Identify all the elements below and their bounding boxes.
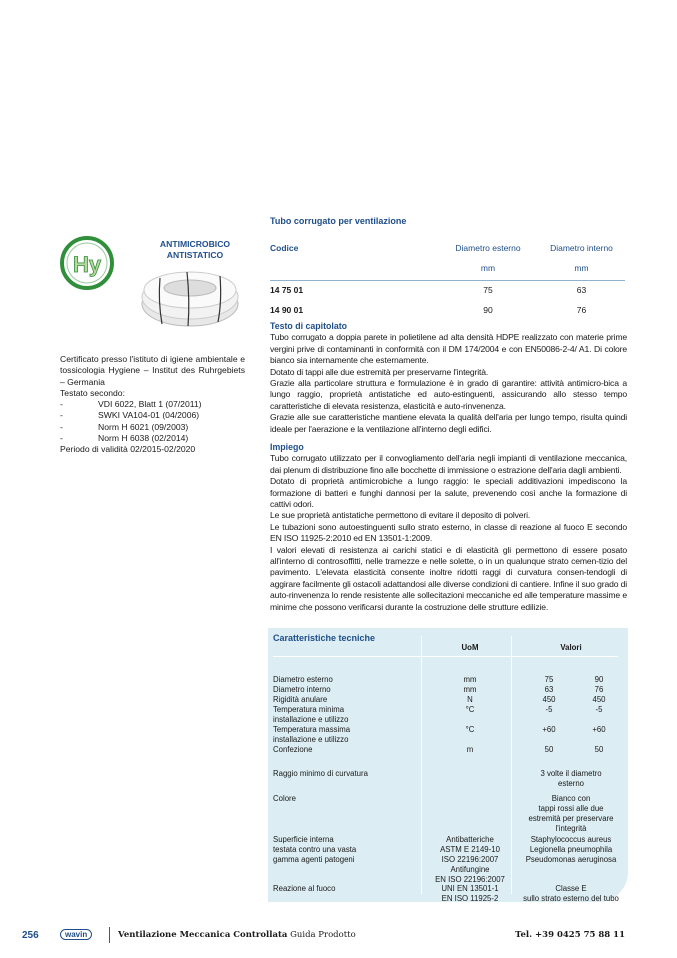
spec-value-75: +60 xyxy=(542,725,556,734)
paragraph: Dotato di proprietà antimicrobiche a lungo raggio: le speciali additivazioni impediscono la formazione di batteri e funghi dannosi per la salute, prevenendo così anche la formazione di cattivi odori. xyxy=(270,476,627,510)
paragraph: Grazie alla particolare struttura e formulazione è in grado di garantire: attività antimicro-bica a lungo raggio, proprietà antistatiche ed auto-estinguenti, assicurando allo stesso tempo caratteristiche di elevata resistenza, elasticità e auto-rinvenenza. xyxy=(270,378,627,411)
tech-heading: Caratteristiche tecniche xyxy=(273,633,376,643)
code: 14 90 01 xyxy=(270,305,304,315)
list-item xyxy=(60,422,245,433)
unit-ext: mm xyxy=(480,263,496,273)
spec-value-75: 450 xyxy=(542,695,556,704)
code: 14 75 01 xyxy=(270,285,304,295)
paragraph: Tubo corrugato utilizzato per il convogliamento dell'aria negli impianti di ventilazione meccanica, dai plenum di distribuzione fino alle bocchette di immissione o estrazione dell'aria dagli ambienti. xyxy=(270,453,627,475)
phone: Tel. +39 0425 75 88 11 xyxy=(515,930,625,940)
spec-value: Staphylococcus aureus Legionella pneumophila Pseudomonas aeruginosa xyxy=(525,835,617,864)
paragraph: Dotato di tappi alle due estremità per preservarne l'integrità. xyxy=(270,366,489,377)
spec-value: 3 volte il diametro esterno xyxy=(540,769,602,788)
spec-value-90: +60 xyxy=(592,725,606,734)
footer-title xyxy=(118,930,356,940)
list-item xyxy=(60,433,245,444)
unit-int: mm xyxy=(574,263,589,273)
capitolato-section xyxy=(270,321,627,435)
header-int: Diametro interno xyxy=(550,243,613,253)
bullet: - xyxy=(60,421,63,432)
list-item xyxy=(60,410,245,421)
spec-label: Temperatura massima installazione e utilizzo xyxy=(273,725,351,744)
cert-text: Certificato presso l'istituto di igiene ambientale e tossicologia Hygiene – Institut des Ruhrgebiets – Germania xyxy=(60,354,245,387)
spec-label: Raggio minimo di curvatura xyxy=(273,769,368,778)
hygiene-logo xyxy=(58,234,118,297)
capitolato-heading: Testo di capitolato xyxy=(270,321,348,331)
norm: SWKI VA104-01 (04/2006) xyxy=(98,410,200,421)
spec-value-90: -5 xyxy=(595,705,603,714)
spec-label: Superficie interna testata contro una vasta gamma agenti patogeni xyxy=(273,835,357,864)
norm: Norm H 6021 (09/2003) xyxy=(98,421,189,432)
header-code: Codice xyxy=(270,243,299,253)
spec-label: Rigidità anulare xyxy=(273,695,328,704)
spec-uom: °C xyxy=(465,725,475,734)
spec-value-90: 450 xyxy=(592,695,606,704)
code-table-units xyxy=(270,263,625,280)
divider xyxy=(109,927,110,943)
bullet: - xyxy=(60,410,63,421)
spec-value-75: 50 xyxy=(544,745,554,754)
ext: 75 xyxy=(483,285,493,295)
spec-value: Classe E sullo strato esterno del tubo xyxy=(523,884,619,903)
int: 63 xyxy=(576,285,587,295)
paragraph: Tubo corrugato a doppia parete in polietilene ad alta densità HDPE realizzato con materie prime vergini prive di contaminanti in conformità con il DM 174/2004 e con EN50086-2-4/ A1. Di colore bianco sia internamente che esternamente. xyxy=(270,332,627,366)
spec-label: Temperatura minima installazione e utilizzo xyxy=(273,705,349,724)
int: 76 xyxy=(576,305,587,315)
spec-label: Confezione xyxy=(273,745,313,754)
badge-antimicrobial: ANTIMICROBICO xyxy=(159,239,231,249)
divider xyxy=(270,280,625,281)
tech-specs-panel xyxy=(268,628,628,902)
norm: VDI 6022, Blatt 1 (07/2011) xyxy=(98,399,202,410)
doc-subtitle: Guida Prodotto xyxy=(290,930,356,940)
wavin-logo: wavin xyxy=(60,929,92,940)
norm: Norm H 6038 (02/2014) xyxy=(98,433,189,444)
spec-uom: N xyxy=(467,695,473,704)
ext: 90 xyxy=(483,305,493,315)
paragraph: Grazie alle sue caratteristiche mantiene elevata la qualità dell'aria per lungo tempo, risulta quindi ideale per l'aerazione e la ventilazione all'interno degli edifici. xyxy=(270,412,627,434)
tested-label: Testato secondo: xyxy=(60,387,125,398)
badge-antistatic: ANTISTATICO xyxy=(166,250,224,260)
spec-uom: Antibatteriche ASTM E 2149-10 ISO 22196:2007 Antifungine EN ISO 22196:2007 xyxy=(435,835,505,884)
spec-value-90: 76 xyxy=(594,685,604,694)
spec-label: Colore xyxy=(273,794,296,803)
bullet: - xyxy=(60,399,63,410)
code-table-header xyxy=(270,243,625,263)
spec-value-75: 75 xyxy=(544,675,554,684)
spec-uom: UNI EN 13501-1 EN ISO 11925-2 xyxy=(441,884,499,903)
spec-label: Diametro esterno xyxy=(273,675,333,684)
certification-text xyxy=(60,354,245,456)
impiego-section xyxy=(270,442,627,613)
validity: Periodo di validità 02/2015-02/2020 xyxy=(60,444,196,455)
paragraph: Le tubazioni sono autoestinguenti sullo strato esterno, in classe di reazione al fuoco E secondo EN ISO 11925-2:2010 ed EN 13501-1:2009. xyxy=(270,521,627,544)
table-row xyxy=(270,285,625,305)
feature-badge xyxy=(140,239,250,261)
spec-value: Bianco con tappi rossi alle due estremità per preservare l'integrità xyxy=(528,794,614,833)
spec-uom: mm xyxy=(463,675,477,684)
bullet: - xyxy=(60,433,63,444)
product-title: Tubo corrugato per ventilazione xyxy=(270,216,407,226)
header-ext: Diametro esterno xyxy=(455,243,521,253)
spec-uom: mm xyxy=(463,685,477,694)
doc-title: Ventilazione Meccanica Controllata xyxy=(118,930,288,940)
spec-uom: °C xyxy=(465,705,475,714)
paragraph: Le sue proprietà antistatiche permettono di evitare il deposito di polveri. xyxy=(270,510,531,521)
list-item xyxy=(60,399,245,410)
spec-label: Diametro interno xyxy=(273,685,331,694)
spec-value-75: -5 xyxy=(545,705,553,714)
spec-uom: m xyxy=(466,745,474,754)
values-header: Valori xyxy=(560,643,582,652)
page-number: 256 xyxy=(22,930,39,941)
uom-header: UoM xyxy=(461,643,479,652)
impiego-heading: Impiego xyxy=(270,442,304,452)
spec-value-90: 90 xyxy=(594,675,604,684)
spec-value-75: 63 xyxy=(544,685,554,694)
code-table xyxy=(270,243,625,325)
pipe-coil-image xyxy=(140,266,240,333)
spec-value-90: 50 xyxy=(594,745,604,754)
spec-label: Reazione al fuoco xyxy=(273,884,336,893)
divider xyxy=(273,656,618,657)
svg-text:Hy: Hy xyxy=(72,252,102,277)
paragraph: I valori elevati di resistenza ai carichi statici e di elasticità gli permettono di essere posato all'interno di controsoffitti, nelle tramezze e nelle solette, o in un qualunque strato cemen-tizio del pavimento. L'elevata elasticità consente inoltre ridotti raggi di curvatura consen-tendogli di aggirare facilmente gli ostacoli adattandosi alle diverse condizioni di cantiere. Infine il suo grado di auto-rinvenenza lo rende resistente alle sollecitazioni meccaniche ed alle temperature massime e minime che possono verificarsi durante la costruzione delle strutture edilizie. xyxy=(270,544,628,612)
